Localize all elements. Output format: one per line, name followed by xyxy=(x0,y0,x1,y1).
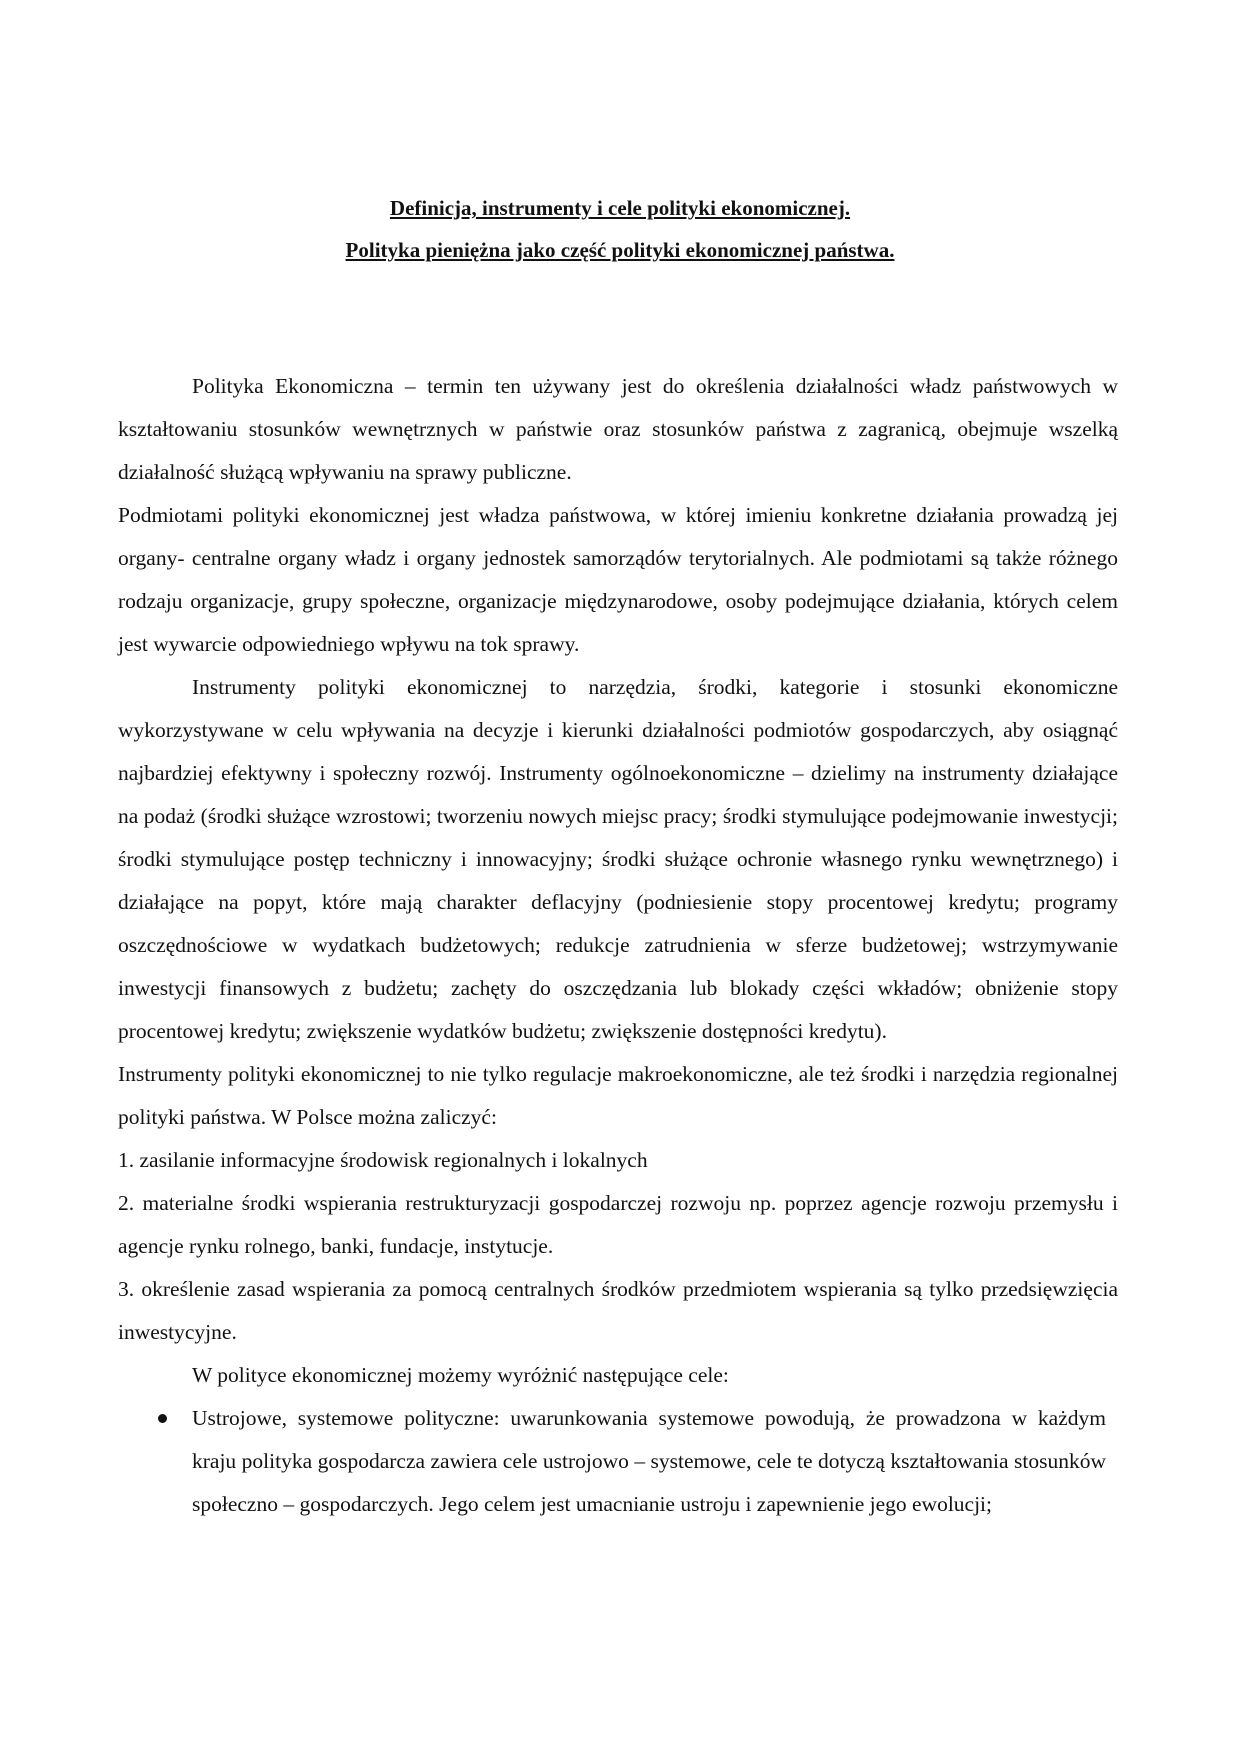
paragraph-goals-intro: W polityce ekonomicznej możemy wyróżnić następujące cele: xyxy=(192,1363,729,1387)
list-item-1: 1. zasilanie informacyjne środowisk regionalnych i lokalnych xyxy=(118,1148,648,1172)
paragraph-subjects: Podmiotami polityki ekonomicznej jest władza państwowa, w której imieniu konkretne działania prowadzą jej organy- centralne organy władz i organy jednostek samorządów terytorialnych. Ale podmiotami są także różnego rodzaju organizacje, grupy społeczne, organizacje międzynarodowe, osoby podejmujące działania, których celem jest wywarcie odpowiedniego wpływu na tok sprawy. xyxy=(118,503,1118,656)
paragraph-regional-instruments: Instrumenty polityki ekonomicznej to nie tylko regulacje makroekonomiczne, ale też środki i narzędzia regionalnej polityki państwa. W Polsce można zaliczyć: xyxy=(118,1062,1118,1129)
bullet-icon xyxy=(158,1414,167,1423)
document-title-line-1: Definicja, instrumenty i cele polityki ekonomicznej. xyxy=(389,196,851,220)
list-item-3: 3. określenie zasad wspierania za pomocą centralnych środków przedmiotem wspierania są tylko przedsięwzięcia inwestycyjne. xyxy=(118,1277,1118,1344)
paragraph-instruments: Instrumenty polityki ekonomicznej to narzędzia, środki, kategorie i stosunki ekonomiczne wykorzystywane w celu wpływania na decyzje i kierunki działalności podmiotów gospodarczych, aby osiągnąć najbardziej efektywny i społeczny rozwój. Instrumenty ogólnoekonomiczne – dzielimy na instrumenty działające na podaż (środki służące wzrostowi; tworzeniu nowych miejsc pracy; środki stymulujące podejmowanie inwestycji; środki stymulujące postęp techniczny i innowacyjny; środki służące ochronie własnego rynku wewnętrznego) i działające na popyt, które mają charakter deflacyjny (podniesienie stopy procentowej kredytu; programy oszczędnościowe w wydatkach budżetowych; redukcje zatrudnienia w sferze budżetowej; wstrzymywanie inwestycji finansowych z budżetu; zachęty do oszczędzania lub blokady części wkładów; obniżenie stopy procentowej kredytu; zwiększenie wydatków budżetu; zwiększenie dostępności kredytu). xyxy=(118,675,1118,1043)
document-title-line-2: Polityka pieniężna jako część polityki ekonomicznej państwa. xyxy=(345,238,895,262)
document-body xyxy=(118,365,1118,1526)
paragraph-definition: Polityka Ekonomiczna – termin ten używany jest do określenia działalności władz państwowych w kształtowaniu stosunków wewnętrznych w państwie oraz stosunków państwa z zagranicą, obejmuje wszelką działalność służącą wpływaniu na sprawy publiczne. xyxy=(118,374,1118,484)
goals-bullet-list xyxy=(118,1397,1118,1526)
bullet-text: Ustrojowe, systemowe polityczne: uwarunkowania systemowe powodują, że prowadzona w każdym kraju polityka gospodarcza zawiera cele ustrojowo – systemowe, cele te dotyczą kształtowania stosunków społeczno – gospodarczych. Jego celem jest umacnianie ustroju i zapewnienie jego ewolucji; xyxy=(192,1406,1106,1516)
list-item-2: 2. materialne środki wspierania restrukturyzacji gospodarczej rozwoju np. poprzez agencje rozwoju przemysłu i agencje rynku rolnego, banki, fundacje, instytucje. xyxy=(118,1191,1118,1258)
bullet-item xyxy=(118,1397,1118,1526)
